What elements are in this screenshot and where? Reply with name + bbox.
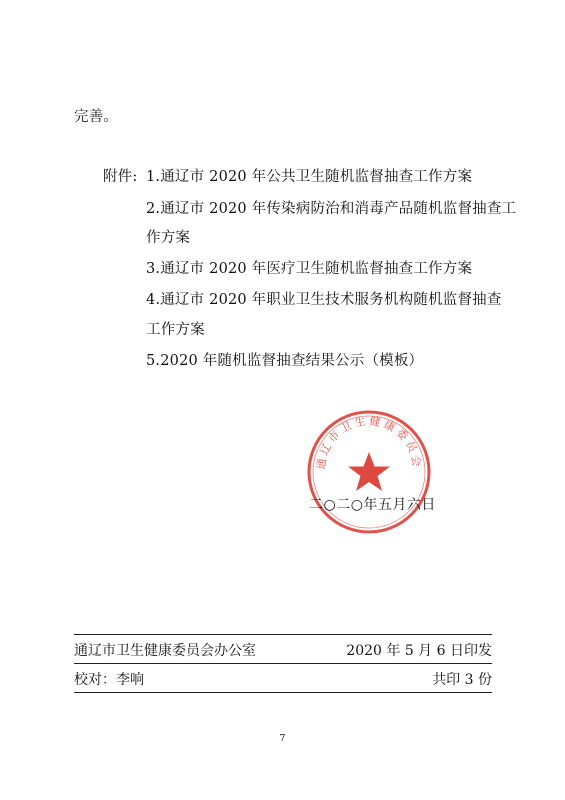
issued-date: 2020 年 5 月 6 日印发	[346, 643, 492, 659]
official-seal-stamp	[305, 408, 433, 536]
page-number: 7	[279, 734, 286, 744]
copies-count: 共印 3 份	[432, 672, 492, 688]
attachment-item-3: 3.通辽市 2020 年医疗卫生随机监督抽查工作方案	[146, 261, 473, 277]
footer-row-issuer	[74, 640, 492, 660]
attachments-label: 附件:	[103, 169, 138, 185]
svg-text:通辽市卫生健康委员会: 通辽市卫生健康委员会	[314, 414, 424, 471]
footer-middle-rule	[74, 663, 492, 664]
proofreader: 校对：李响	[74, 672, 144, 688]
attachment-item-5: 5.2020 年随机监督抽查结果公示（模板）	[146, 353, 424, 369]
issuer-name: 通辽市卫生健康委员会办公室	[74, 643, 256, 659]
seal-star-icon	[348, 452, 390, 491]
footer-bottom-rule	[74, 692, 492, 693]
footer-row-proof	[74, 669, 492, 689]
closing-text: 完善。	[74, 109, 119, 125]
attachment-item-4-continued: 工作方案	[146, 322, 205, 338]
attachment-item-4: 4.通辽市 2020 年职业卫生技术服务机构随机监督抽查	[146, 292, 502, 308]
attachment-item-2: 2.通辽市 2020 年传染病防治和消毒产品随机监督抽查工	[146, 201, 517, 217]
issue-date-chinese: 二○二○年五月六日	[309, 497, 436, 513]
attachment-item-2-continued: 作方案	[146, 230, 191, 246]
attachment-item-1: 1.通辽市 2020 年公共卫生随机监督抽查工作方案	[146, 169, 473, 185]
footer-top-rule	[74, 634, 492, 635]
